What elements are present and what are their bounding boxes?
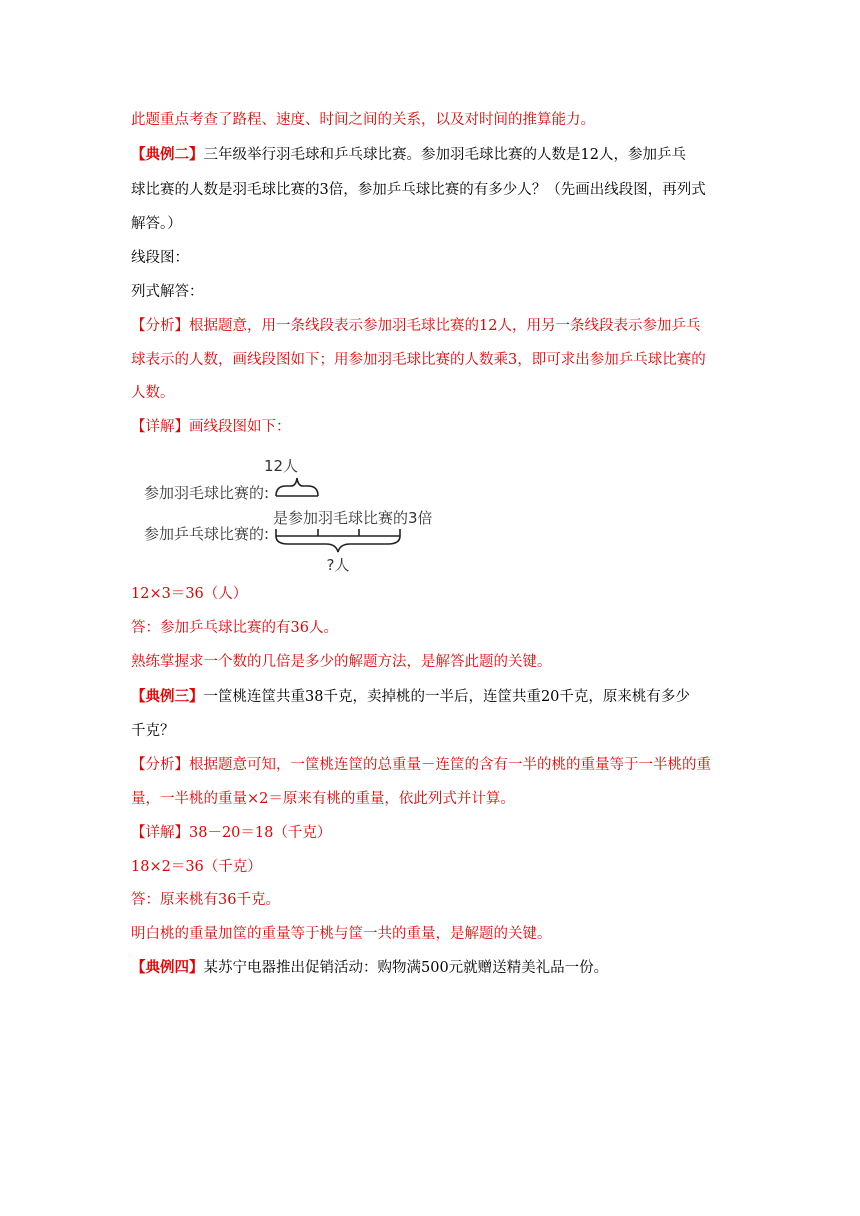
example-3-question-line-1 <box>131 687 741 707</box>
diagram-prompt: 线段图： <box>131 250 189 266</box>
example-3-text: 一筐桃连筐共重38千克，卖掉桃的一半后，连筐共重20千克，原来桃有多少 <box>203 689 690 705</box>
formula-prompt: 列式解答： <box>131 284 204 300</box>
relation-label: 是参加羽毛球比赛的3倍 <box>273 509 433 527</box>
example-2-question-line-1 <box>131 145 741 165</box>
example-3-tag: 【典例三】 <box>131 688 204 705</box>
example-3-answer: 答：原来桃有36千克。 <box>131 892 280 908</box>
example-3-question-line-2: 千克？ <box>131 723 175 739</box>
example-2-question-line-2: 球比赛的人数是羽毛球比赛的3倍，参加乒乓球比赛的有多少人？（先画出线段图，再列式 <box>131 182 706 198</box>
line-segment-diagram <box>131 448 451 578</box>
example-3-analysis-line-2: 量，一半桃的重量×2＝原来有桃的重量，依此列式并计算。 <box>131 791 515 807</box>
example-4-tag: 【典例四】 <box>131 959 204 976</box>
example-2-answer: 答：参加乒乓球比赛的有36人。 <box>131 620 338 636</box>
example-2-text: 三年级举行羽毛球和乒乓球比赛。参加羽毛球比赛的人数是12人，参加乒乓 <box>203 147 686 163</box>
badminton-row-label: 参加羽毛球比赛的: <box>144 484 270 502</box>
unknown-label: ?人 <box>326 556 350 574</box>
pingpong-row-label: 参加乒乓球比赛的: <box>144 525 270 543</box>
example-3-conclusion: 明白桃的重量加筐的重量等于桃与筐一共的重量，是解题的关键。 <box>131 926 552 942</box>
example-2-question-line-3: 解答。） <box>131 216 182 232</box>
example-2-conclusion: 熟练掌握求一个数的几倍是多少的解题方法，是解答此题的关键。 <box>131 654 552 670</box>
example-3-detail: 【详解】38－20＝18（千克） <box>131 825 332 841</box>
pingpong-brace <box>276 536 400 552</box>
example-4-text: 某苏宁电器推出促销活动：购物满500元就赠送精美礼品一份。 <box>203 960 609 976</box>
example-2-analysis-line-3: 人数。 <box>131 385 175 401</box>
example-2-analysis-line-1: 【分析】根据题意，用一条线段表示参加羽毛球比赛的12人，用另一条线段表示参加乒乓 <box>131 318 701 334</box>
badminton-value-label: 12人 <box>263 457 299 475</box>
conclusion-text-1: 此题重点考查了路程、速度、时间之间的关系，以及对时间的推算能力。 <box>131 112 595 128</box>
example-4-question-line-1 <box>131 958 741 978</box>
example-2-analysis-line-2: 球表示的人数，画线段图如下；用参加羽毛球比赛的人数乘3，即可求出参加乒乓球比赛的 <box>131 352 706 368</box>
example-2-formula: 12×3＝36（人） <box>131 586 248 602</box>
example-3-formula: 18×2＝36（千克） <box>131 859 262 875</box>
example-2-tag: 【典例二】 <box>131 146 204 163</box>
example-2-detail-heading: 【详解】画线段图如下： <box>131 419 291 435</box>
badminton-brace <box>276 478 318 496</box>
example-3-analysis-line-1: 【分析】根据题意可知，一筐桃连筐的总重量－连筐的含有一半的桃的重量等于一半桃的重 <box>131 757 711 773</box>
